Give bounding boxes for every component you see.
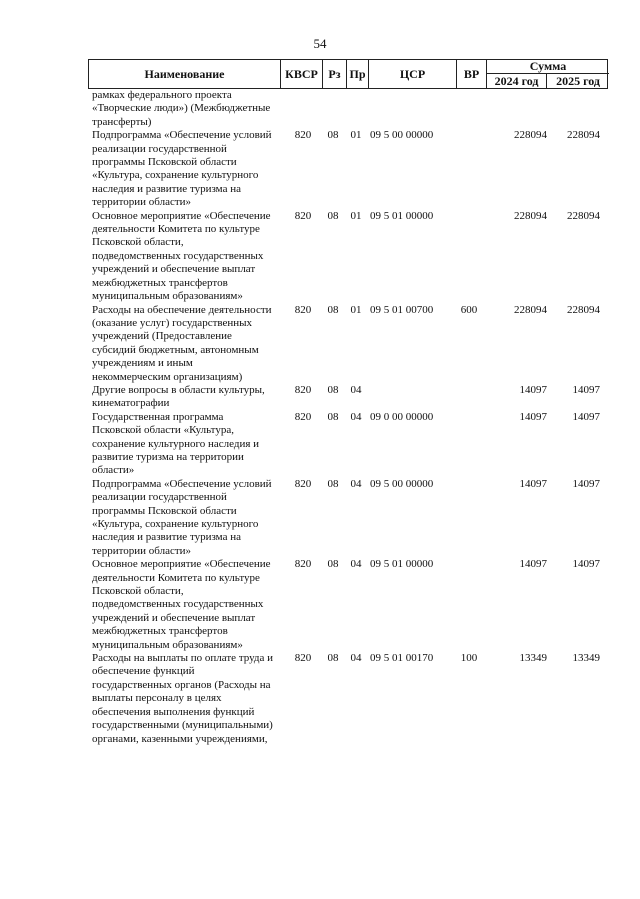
- row-sum-2024: 228094: [514, 303, 547, 316]
- row-name: Расходы на обеспечение деятельности (оказание услуг) государственных учреждений (Предоставление субсидий бюджетным, автономным учреждениям и иным некоммерческим организациям): [92, 303, 272, 383]
- row-kvsr: 820: [294, 652, 312, 665]
- header-sum: Сумма: [487, 60, 609, 74]
- row-csr: 09 0 00 00000: [370, 410, 434, 423]
- row-rz: 08: [327, 558, 339, 571]
- row-kvsr: 820: [294, 129, 312, 142]
- row-pr: 04: [350, 383, 362, 396]
- row-name: Государственная программа Псковской области «Культура, сохранение культурного наследия и развитие туризма на территории области»: [92, 410, 260, 477]
- row-sum-2025: 14097: [572, 383, 600, 396]
- row-name: Подпрограмма «Обеспечение условий реализации государственной программы Псковской области «Культура, сохранение культурного наследия и развитие туризма на территории области»: [92, 129, 272, 209]
- table-row: [92, 89, 612, 129]
- header-year-2025: 2025 год: [556, 73, 600, 88]
- row-sum-2024: 14097: [519, 383, 547, 396]
- row-name: Подпрограмма «Обеспечение условий реализации государственной программы Псковской области «Культура, сохранение культурного наследия и развитие туризма на территории области»: [92, 477, 272, 557]
- table-row: [92, 652, 612, 746]
- row-name: Расходы на выплаты по оплате труда и обеспечение функций государственных органов (Расходы на выплаты персоналу в целях обеспечения выполнения функций государственными (муниципальными) органами, казенными учреждениями,: [92, 652, 274, 745]
- row-vr: 600: [460, 303, 478, 316]
- table-row: [92, 304, 612, 384]
- row-name: Основное мероприятие «Обеспечение деятельности Комитета по культуре Псковской области, подведомственных государственных учреждений и обеспечение выплат межбюджетных трансфертов муниципальным образованиям»: [92, 209, 271, 303]
- row-name: Другие вопросы в области культуры, кинематографии: [92, 383, 265, 410]
- row-sum-2024: 14097: [519, 477, 547, 490]
- row-kvsr: 820: [294, 209, 312, 222]
- row-sum-2025: 228094: [567, 303, 600, 316]
- row-name: Основное мероприятие «Обеспечение деятельности Комитета по культуре Псковской области, подведомственных государственных учреждений и обеспечение выплат межбюджетных трансфертов муниципальным образованиям»: [92, 558, 271, 651]
- table-row: [92, 210, 612, 304]
- table-body: [92, 89, 612, 746]
- row-rz: 08: [327, 477, 339, 490]
- row-sum-2024: 228094: [514, 129, 547, 142]
- page-number: 54: [313, 36, 327, 51]
- table-row: [92, 478, 612, 558]
- row-kvsr: 820: [294, 477, 312, 490]
- row-sum-2024: 13349: [519, 652, 547, 665]
- row-rz: 08: [327, 410, 339, 423]
- header-kvsr: КВСР: [281, 60, 323, 88]
- row-pr: 04: [350, 558, 362, 571]
- row-sum-2025: 14097: [572, 477, 600, 490]
- row-pr: 01: [350, 129, 362, 142]
- header-csr: ЦСР: [369, 60, 457, 88]
- row-sum-2024: 14097: [519, 558, 547, 571]
- row-sum-2025: 228094: [567, 209, 600, 222]
- row-pr: 04: [350, 477, 362, 490]
- table-row: [92, 558, 612, 652]
- table-row: [92, 411, 612, 478]
- row-rz: 08: [327, 383, 339, 396]
- table-row: [92, 384, 612, 411]
- table-header: [88, 59, 608, 89]
- header-rz: Рз: [323, 60, 347, 88]
- row-csr: 09 5 01 00700: [370, 303, 434, 316]
- row-csr: 09 5 01 00170: [370, 652, 434, 665]
- header-year-2024: 2024 год: [487, 74, 547, 88]
- row-name: рамках федерального проекта «Творческие люди») (Межбюджетные трансферты): [92, 89, 271, 128]
- header-pr: Пр: [347, 60, 369, 88]
- row-pr: 01: [350, 303, 362, 316]
- row-csr: 09 5 01 00000: [370, 209, 434, 222]
- row-vr: 100: [460, 652, 478, 665]
- row-csr: 09 5 00 00000: [370, 477, 434, 490]
- row-rz: 08: [327, 209, 339, 222]
- row-pr: 04: [350, 652, 362, 665]
- row-kvsr: 820: [294, 303, 312, 316]
- row-kvsr: 820: [294, 383, 312, 396]
- header-vr: ВР: [457, 60, 487, 88]
- row-sum-2025: 228094: [567, 129, 600, 142]
- row-rz: 08: [327, 303, 339, 316]
- row-sum-2024: 228094: [514, 209, 547, 222]
- row-kvsr: 820: [294, 410, 312, 423]
- row-pr: 04: [350, 410, 362, 423]
- row-rz: 08: [327, 129, 339, 142]
- table-row: [92, 129, 612, 209]
- row-rz: 08: [327, 652, 339, 665]
- header-name: Наименование: [89, 60, 281, 88]
- row-pr: 01: [350, 209, 362, 222]
- row-sum-2025: 14097: [572, 558, 600, 571]
- row-sum-2025: 13349: [572, 652, 600, 665]
- row-csr: 09 5 00 00000: [370, 129, 434, 142]
- row-kvsr: 820: [294, 558, 312, 571]
- row-sum-2025: 14097: [572, 410, 600, 423]
- row-csr: 09 5 01 00000: [370, 558, 434, 571]
- row-sum-2024: 14097: [519, 410, 547, 423]
